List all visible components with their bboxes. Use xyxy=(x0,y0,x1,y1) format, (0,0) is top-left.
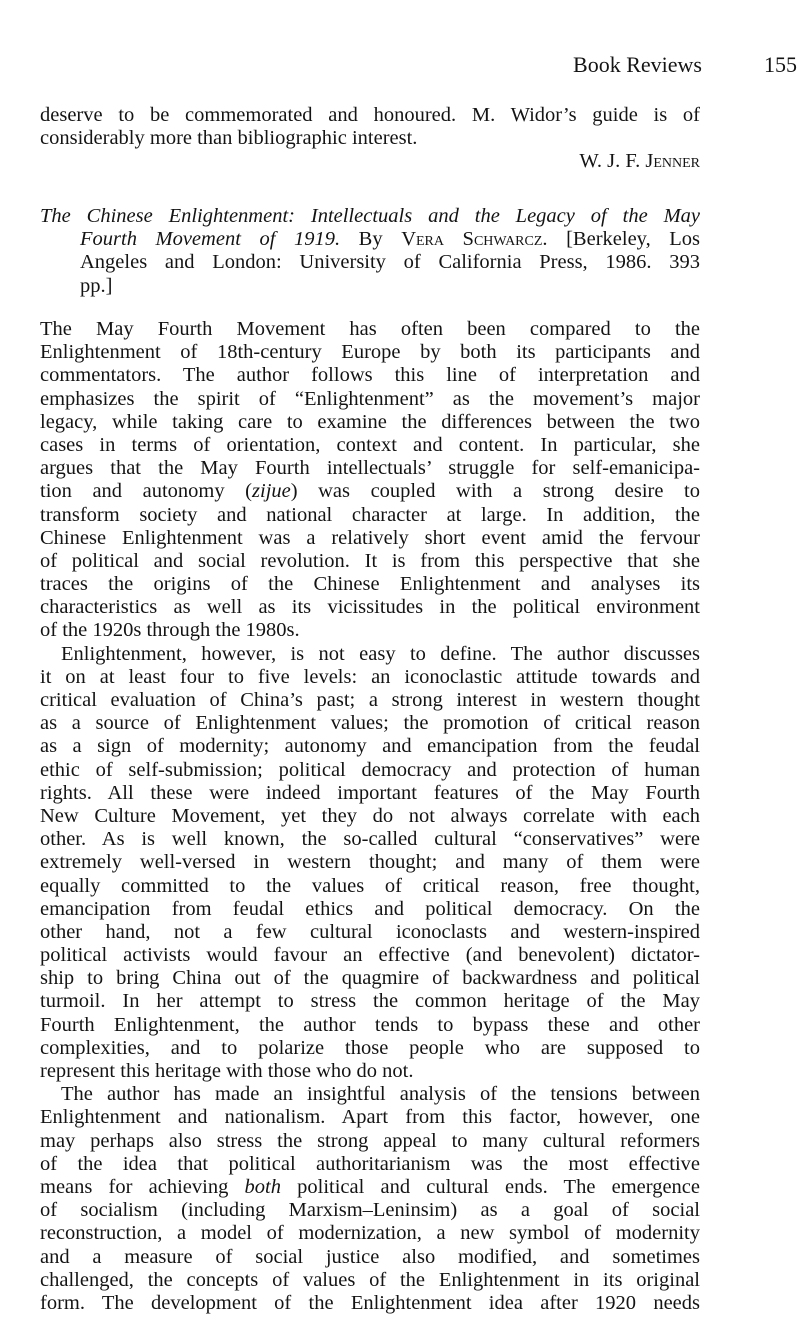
text-line: means for achieving both political and cultural ends. The emergence xyxy=(40,1175,700,1198)
paragraph-1 xyxy=(40,318,700,643)
text-line: tion and autonomy (zijue) was coupled with a strong desire to xyxy=(40,480,700,503)
italic-term: both xyxy=(244,1175,281,1198)
text-line: represent this heritage with those who do not. xyxy=(40,1060,414,1082)
text-line: The author has made an insightful analysis of the tensions between xyxy=(61,1083,700,1106)
text-line: emancipation from feudal ethics and political democracy. On the xyxy=(40,897,700,920)
text-line: and a measure of social justice also modified, and sometimes xyxy=(40,1245,700,1268)
text-line: of the idea that political authoritarianism was the most effective xyxy=(40,1152,700,1175)
text-line: other hand, not a few cultural iconoclasts and western-inspired xyxy=(40,920,700,943)
imprint-pages: pp.] xyxy=(80,274,113,297)
paragraph-3 xyxy=(40,1083,700,1315)
book-reference xyxy=(40,205,700,298)
text-line: Fourth Enlightenment, the author tends to bypass these and other xyxy=(40,1013,700,1036)
book-title-cont: Fourth Movement of 1919. xyxy=(80,228,341,251)
text-line: may perhaps also stress the strong appeal to many cultural reformers xyxy=(40,1129,700,1152)
text-line: other. As is well known, the so-called cultural “conservatives” were xyxy=(40,828,700,851)
text-line: characteristics as well as its vicissitudes in the political environment xyxy=(40,596,700,619)
text-line: political activists would favour an effective (and benevolent) dictator- xyxy=(40,944,700,967)
text-line: ship to bring China out of the quagmire of backwardness and political xyxy=(40,967,700,990)
previous-review-ending xyxy=(40,104,700,174)
italic-term: zijue xyxy=(252,480,291,503)
text-line: Chinese Enlightenment was a relatively short event amid the fervour xyxy=(40,526,700,549)
review-body xyxy=(40,318,700,1315)
text-line: deserve to be commemorated and honoured. M. Widor’s guide is of xyxy=(40,104,700,126)
paragraph-2 xyxy=(40,643,700,1084)
text-line: considerably more than bibliographic interest. xyxy=(40,127,418,150)
text-line: as a sign of modernity; autonomy and emancipation from the feudal xyxy=(40,735,700,758)
text-line: argues that the May Fourth intellectuals’ struggle for self-emanicipa- xyxy=(40,457,700,480)
text-line: Enlightenment, however, is not easy to define. The author discusses xyxy=(61,642,700,665)
text-line: ethic of self-submission; political democracy and protection of human xyxy=(40,758,700,781)
book-author: Vera Schwarcz. xyxy=(401,228,548,251)
imprint-line: Angeles and London: University of California Press, 1986. 393 xyxy=(80,251,700,274)
reviewer-signature: W. J. F. Jenner xyxy=(579,150,700,173)
text-line: legacy, while taking care to examine the differences between the two xyxy=(40,410,700,433)
text-line: equally committed to the values of critical reason, free thought, xyxy=(40,874,700,897)
text-line: of the 1920s through the 1980s. xyxy=(40,619,300,642)
text-line: turmoil. In her attempt to stress the common heritage of the May xyxy=(40,990,700,1013)
text-line: it on at least four to five levels: an iconoclastic attitude towards and xyxy=(40,665,700,688)
text-line: as a source of Enlightenment values; the promotion of critical reason xyxy=(40,712,700,735)
text-line: reconstruction, a model of modernization, a new symbol of modernity xyxy=(40,1222,700,1245)
page-number: 155 xyxy=(764,52,797,77)
text-line: challenged, the concepts of values of the Enlightenment in its original xyxy=(40,1268,700,1291)
section-title: Book Reviews xyxy=(573,52,702,77)
text-line: Enlightenment of 18th-century Europe by both its participants and xyxy=(40,341,700,364)
text-line: critical evaluation of China’s past; a strong interest in western thought xyxy=(40,689,700,711)
text-line: of political and social revolution. It is from this perspective that she xyxy=(40,549,700,572)
running-header xyxy=(0,52,800,82)
text-line: of socialism (including Marxism–Leninsim) as a goal of social xyxy=(40,1199,700,1222)
text-line: emphasizes the spirit of “Enlightenment” as the movement’s major xyxy=(40,387,700,410)
text-line: New Culture Movement, yet they do not always correlate with each xyxy=(40,804,700,827)
text-line: traces the origins of the Chinese Enlightenment and analyses its xyxy=(40,573,700,596)
text-line: complexities, and to polarize those people who are supposed to xyxy=(40,1036,700,1059)
text-line: The May Fourth Movement has often been compared to the xyxy=(40,318,700,340)
by-label: By xyxy=(358,228,383,251)
text-line: rights. All these were indeed important features of the May Fourth xyxy=(40,781,700,804)
text-line: form. The development of the Enlightenment idea after 1920 needs xyxy=(40,1291,700,1314)
text-line: Enlightenment and nationalism. Apart from this factor, however, one xyxy=(40,1106,700,1129)
text-line: commentators. The author follows this line of interpretation and xyxy=(40,364,700,387)
imprint-start: [Berkeley, Los xyxy=(566,228,701,251)
text-line: transform society and national character at large. In addition, the xyxy=(40,503,700,526)
book-title: The Chinese Enlightenment: Intellectuals and the Legacy of the May xyxy=(40,205,700,227)
text-line: cases in terms of orientation, context and content. In particular, she xyxy=(40,433,700,456)
text-line: extremely well-versed in western thought; and many of them were xyxy=(40,851,700,874)
